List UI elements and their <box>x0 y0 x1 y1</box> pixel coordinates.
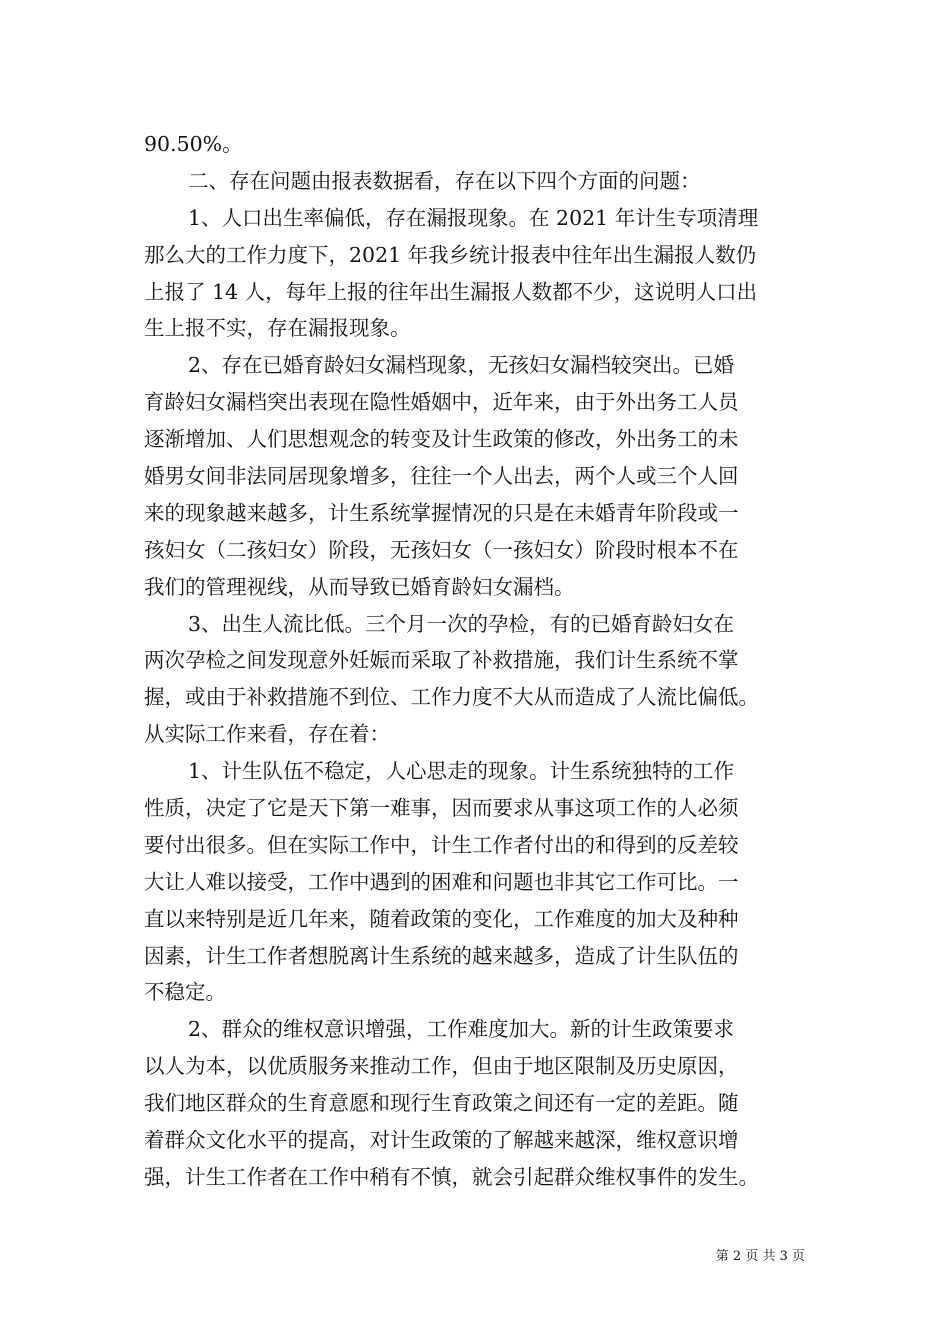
text-line: 以人为本，以优质服务来推动工作，但由于地区限制及历史原因， <box>144 1054 739 1079</box>
text-line: 因素，计生工作者想脱离计生系统的越来越多，造成了计生队伍的 <box>144 943 739 968</box>
text-line: 二、存在问题由报表数据看，存在以下四个方面的问题： <box>188 168 701 193</box>
text-line: 逐渐增加、人们思想观念的转变及计生政策的修改，外出务工的未 <box>144 427 739 452</box>
text-line: 大让人难以接受，工作中遇到的困难和问题也非其它工作可比。一 <box>144 869 739 894</box>
page-number: 第 2 页 共 3 页 <box>715 1249 805 1264</box>
text-line: 来的现象越来越多，计生系统掌握情况的只是在未婚青年阶段或一 <box>144 500 739 525</box>
text-line: 上报了 14 人，每年上报的往年出生漏报人数都不少，这说明人口出 <box>144 279 758 304</box>
text-line: 要付出很多。但在实际工作中，计生工作者付出的和得到的反差较 <box>144 832 739 857</box>
text-line: 强，计生工作者在工作中稍有不慎，就会引起群众维权事件的发生。 <box>144 1164 759 1189</box>
text-line: 孩妇女（二孩妇女）阶段，无孩妇女（一孩妇女）阶段时根本不在 <box>144 537 739 562</box>
text-line: 1、人口出生率偏低，存在漏报现象。在 2021 年计生专项清理 <box>188 205 759 230</box>
text-line: 1、计生队伍不稳定，人心思走的现象。计生系统独特的工作 <box>188 759 735 784</box>
document-body <box>144 126 810 1196</box>
text-line: 直以来特别是近几年来，随着政策的变化，工作难度的加大及种种 <box>144 906 739 931</box>
text-line: 从实际工作来看，存在着： <box>144 722 390 747</box>
text-line: 那么大的工作力度下，2021 年我乡统计报表中往年出生漏报人数仍 <box>144 242 757 267</box>
text-line: 育龄妇女漏档突出表现在隐性婚姻中，近年来，由于外出务工人员 <box>144 390 739 415</box>
text-line: 90.50%。 <box>144 132 243 156</box>
text-line: 握，或由于补救措施不到位、工作力度不大从而造成了人流比偏低。 <box>144 685 759 710</box>
text-line: 不稳定。 <box>144 980 226 1005</box>
text-line: 两次孕检之间发现意外妊娠而采取了补救措施，我们计生系统不掌 <box>144 648 739 673</box>
text-line: 着群众文化水平的提高，对计生政策的了解越来越深，维权意识增 <box>144 1128 739 1153</box>
text-line: 婚男女间非法同居现象增多，往往一个人出去，两个人或三个人回 <box>144 464 739 489</box>
text-line: 我们的管理视线，从而导致已婚育龄妇女漏档。 <box>144 574 575 599</box>
text-line: 我们地区群众的生育意愿和现行生育政策之间还有一定的差距。随 <box>144 1091 739 1116</box>
text-line: 性质，决定了它是天下第一难事，因而要求从事这项工作的人必须 <box>144 796 739 821</box>
text-line: 2、群众的维权意识增强，工作难度加大。新的计生政策要求 <box>188 1017 735 1042</box>
text-line: 生上报不实，存在漏报现象。 <box>144 316 411 341</box>
text-line: 3、出生人流比低。三个月一次的孕检，有的已婚育龄妇女在 <box>188 611 735 636</box>
text-line: 2、存在已婚育龄妇女漏档现象，无孩妇女漏档较突出。已婚 <box>188 353 735 378</box>
